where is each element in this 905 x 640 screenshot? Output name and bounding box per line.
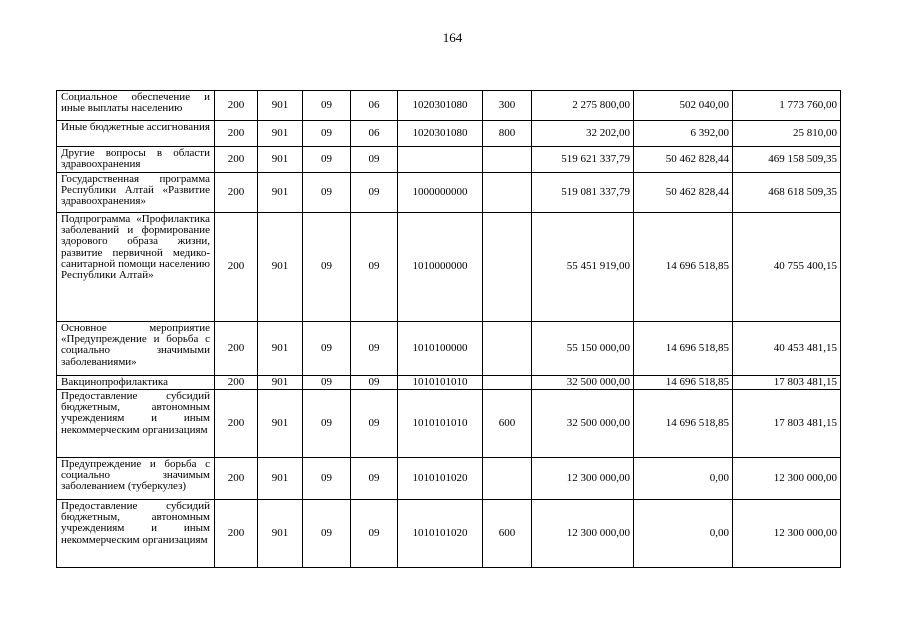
subsection-code: 06	[351, 121, 398, 147]
amount-3: 12 300 000,00	[733, 500, 841, 568]
amount-1: 55 150 000,00	[532, 322, 634, 376]
amount-2: 14 696 518,85	[634, 376, 733, 390]
amount-2: 6 392,00	[634, 121, 733, 147]
subsection-code: 09	[351, 500, 398, 568]
ministry-code: 901	[258, 173, 303, 213]
ministry-code: 901	[258, 213, 303, 322]
admin-code: 200	[215, 91, 258, 121]
amount-3: 469 158 509,35	[733, 147, 841, 173]
amount-1: 32 202,00	[532, 121, 634, 147]
expense-type-code	[483, 376, 532, 390]
amount-1: 55 451 919,00	[532, 213, 634, 322]
amount-1: 519 621 337,79	[532, 147, 634, 173]
admin-code: 200	[215, 390, 258, 458]
subsection-code: 09	[351, 390, 398, 458]
section-code: 09	[303, 458, 351, 500]
section-code: 09	[303, 121, 351, 147]
expense-type-code: 600	[483, 500, 532, 568]
table-row	[57, 376, 841, 390]
target-code: 1020301080	[398, 91, 483, 121]
admin-code: 200	[215, 500, 258, 568]
row-name: Подпрограмма «Профилактика заболеваний и формирование здорового образа жизни, развитие первичной медико-санитарной помощи населению Республики Алтай»	[57, 213, 215, 322]
amount-3: 12 300 000,00	[733, 458, 841, 500]
amount-3: 17 803 481,15	[733, 376, 841, 390]
amount-3: 40 453 481,15	[733, 322, 841, 376]
amount-2: 50 462 828,44	[634, 173, 733, 213]
section-code: 09	[303, 213, 351, 322]
amount-2: 0,00	[634, 500, 733, 568]
target-code: 1010100000	[398, 322, 483, 376]
expense-type-code: 600	[483, 390, 532, 458]
admin-code: 200	[215, 458, 258, 500]
table-row	[57, 147, 841, 173]
expense-type-code	[483, 173, 532, 213]
ministry-code: 901	[258, 91, 303, 121]
row-name: Предоставление субсидий бюджетным, автономным учреждениям и иным некоммерческим организациям	[57, 390, 215, 458]
amount-3: 40 755 400,15	[733, 213, 841, 322]
amount-3: 25 810,00	[733, 121, 841, 147]
amount-1: 12 300 000,00	[532, 500, 634, 568]
table-row	[57, 458, 841, 500]
expense-type-code	[483, 213, 532, 322]
row-name: Социальное обеспечение и иные выплаты населению	[57, 91, 215, 121]
page-number: 164	[442, 30, 463, 45]
target-code: 1000000000	[398, 173, 483, 213]
expense-type-code	[483, 147, 532, 173]
amount-2: 50 462 828,44	[634, 147, 733, 173]
amount-2: 0,00	[634, 458, 733, 500]
amount-2: 502 040,00	[634, 91, 733, 121]
row-name: Иные бюджетные ассигнования	[57, 121, 215, 147]
expense-type-code	[483, 458, 532, 500]
admin-code: 200	[215, 376, 258, 390]
ministry-code: 901	[258, 458, 303, 500]
expense-type-code	[483, 322, 532, 376]
row-name: Государственная программа Республики Алтай «Развитие здравоохранения»	[57, 173, 215, 213]
expense-type-code: 800	[483, 121, 532, 147]
target-code: 1010101020	[398, 458, 483, 500]
admin-code: 200	[215, 322, 258, 376]
amount-3: 1 773 760,00	[733, 91, 841, 121]
budget-table-body	[57, 91, 841, 568]
amount-1: 519 081 337,79	[532, 173, 634, 213]
row-name: Предупреждение и борьба с социально значимым заболеванием (туберкулез)	[57, 458, 215, 500]
table-row	[57, 91, 841, 121]
table-row	[57, 121, 841, 147]
subsection-code: 06	[351, 91, 398, 121]
subsection-code: 09	[351, 458, 398, 500]
row-name: Вакцинопрофилактика	[57, 376, 215, 390]
section-code: 09	[303, 91, 351, 121]
section-code: 09	[303, 322, 351, 376]
subsection-code: 09	[351, 147, 398, 173]
subsection-code: 09	[351, 376, 398, 390]
amount-1: 12 300 000,00	[532, 458, 634, 500]
admin-code: 200	[215, 213, 258, 322]
ministry-code: 901	[258, 390, 303, 458]
section-code: 09	[303, 390, 351, 458]
section-code: 09	[303, 173, 351, 213]
target-code: 1010101010	[398, 390, 483, 458]
admin-code: 200	[215, 121, 258, 147]
amount-1: 2 275 800,00	[532, 91, 634, 121]
ministry-code: 901	[258, 147, 303, 173]
ministry-code: 901	[258, 500, 303, 568]
amount-1: 32 500 000,00	[532, 376, 634, 390]
target-code	[398, 147, 483, 173]
amount-2: 14 696 518,85	[634, 322, 733, 376]
target-code: 1020301080	[398, 121, 483, 147]
amount-1: 32 500 000,00	[532, 390, 634, 458]
section-code: 09	[303, 376, 351, 390]
amount-2: 14 696 518,85	[634, 390, 733, 458]
target-code: 1010000000	[398, 213, 483, 322]
table-row	[57, 322, 841, 376]
expense-type-code: 300	[483, 91, 532, 121]
row-name: Предоставление субсидий бюджетным, автономным учреждениям и иным некоммерческим организациям	[57, 500, 215, 568]
ministry-code: 901	[258, 121, 303, 147]
row-name: Другие вопросы в области здравоохранения	[57, 147, 215, 173]
table-row	[57, 173, 841, 213]
table-row	[57, 500, 841, 568]
admin-code: 200	[215, 147, 258, 173]
admin-code: 200	[215, 173, 258, 213]
amount-3: 17 803 481,15	[733, 390, 841, 458]
amount-2: 14 696 518,85	[634, 213, 733, 322]
section-code: 09	[303, 147, 351, 173]
table-row	[57, 390, 841, 458]
subsection-code: 09	[351, 173, 398, 213]
amount-3: 468 618 509,35	[733, 173, 841, 213]
subsection-code: 09	[351, 322, 398, 376]
target-code: 1010101020	[398, 500, 483, 568]
target-code: 1010101010	[398, 376, 483, 390]
subsection-code: 09	[351, 213, 398, 322]
table-row	[57, 213, 841, 322]
ministry-code: 901	[258, 322, 303, 376]
ministry-code: 901	[258, 376, 303, 390]
row-name: Основное мероприятие «Предупреждение и борьба с социально значимыми заболеваниями»	[57, 322, 215, 376]
section-code: 09	[303, 500, 351, 568]
budget-table	[56, 90, 841, 568]
